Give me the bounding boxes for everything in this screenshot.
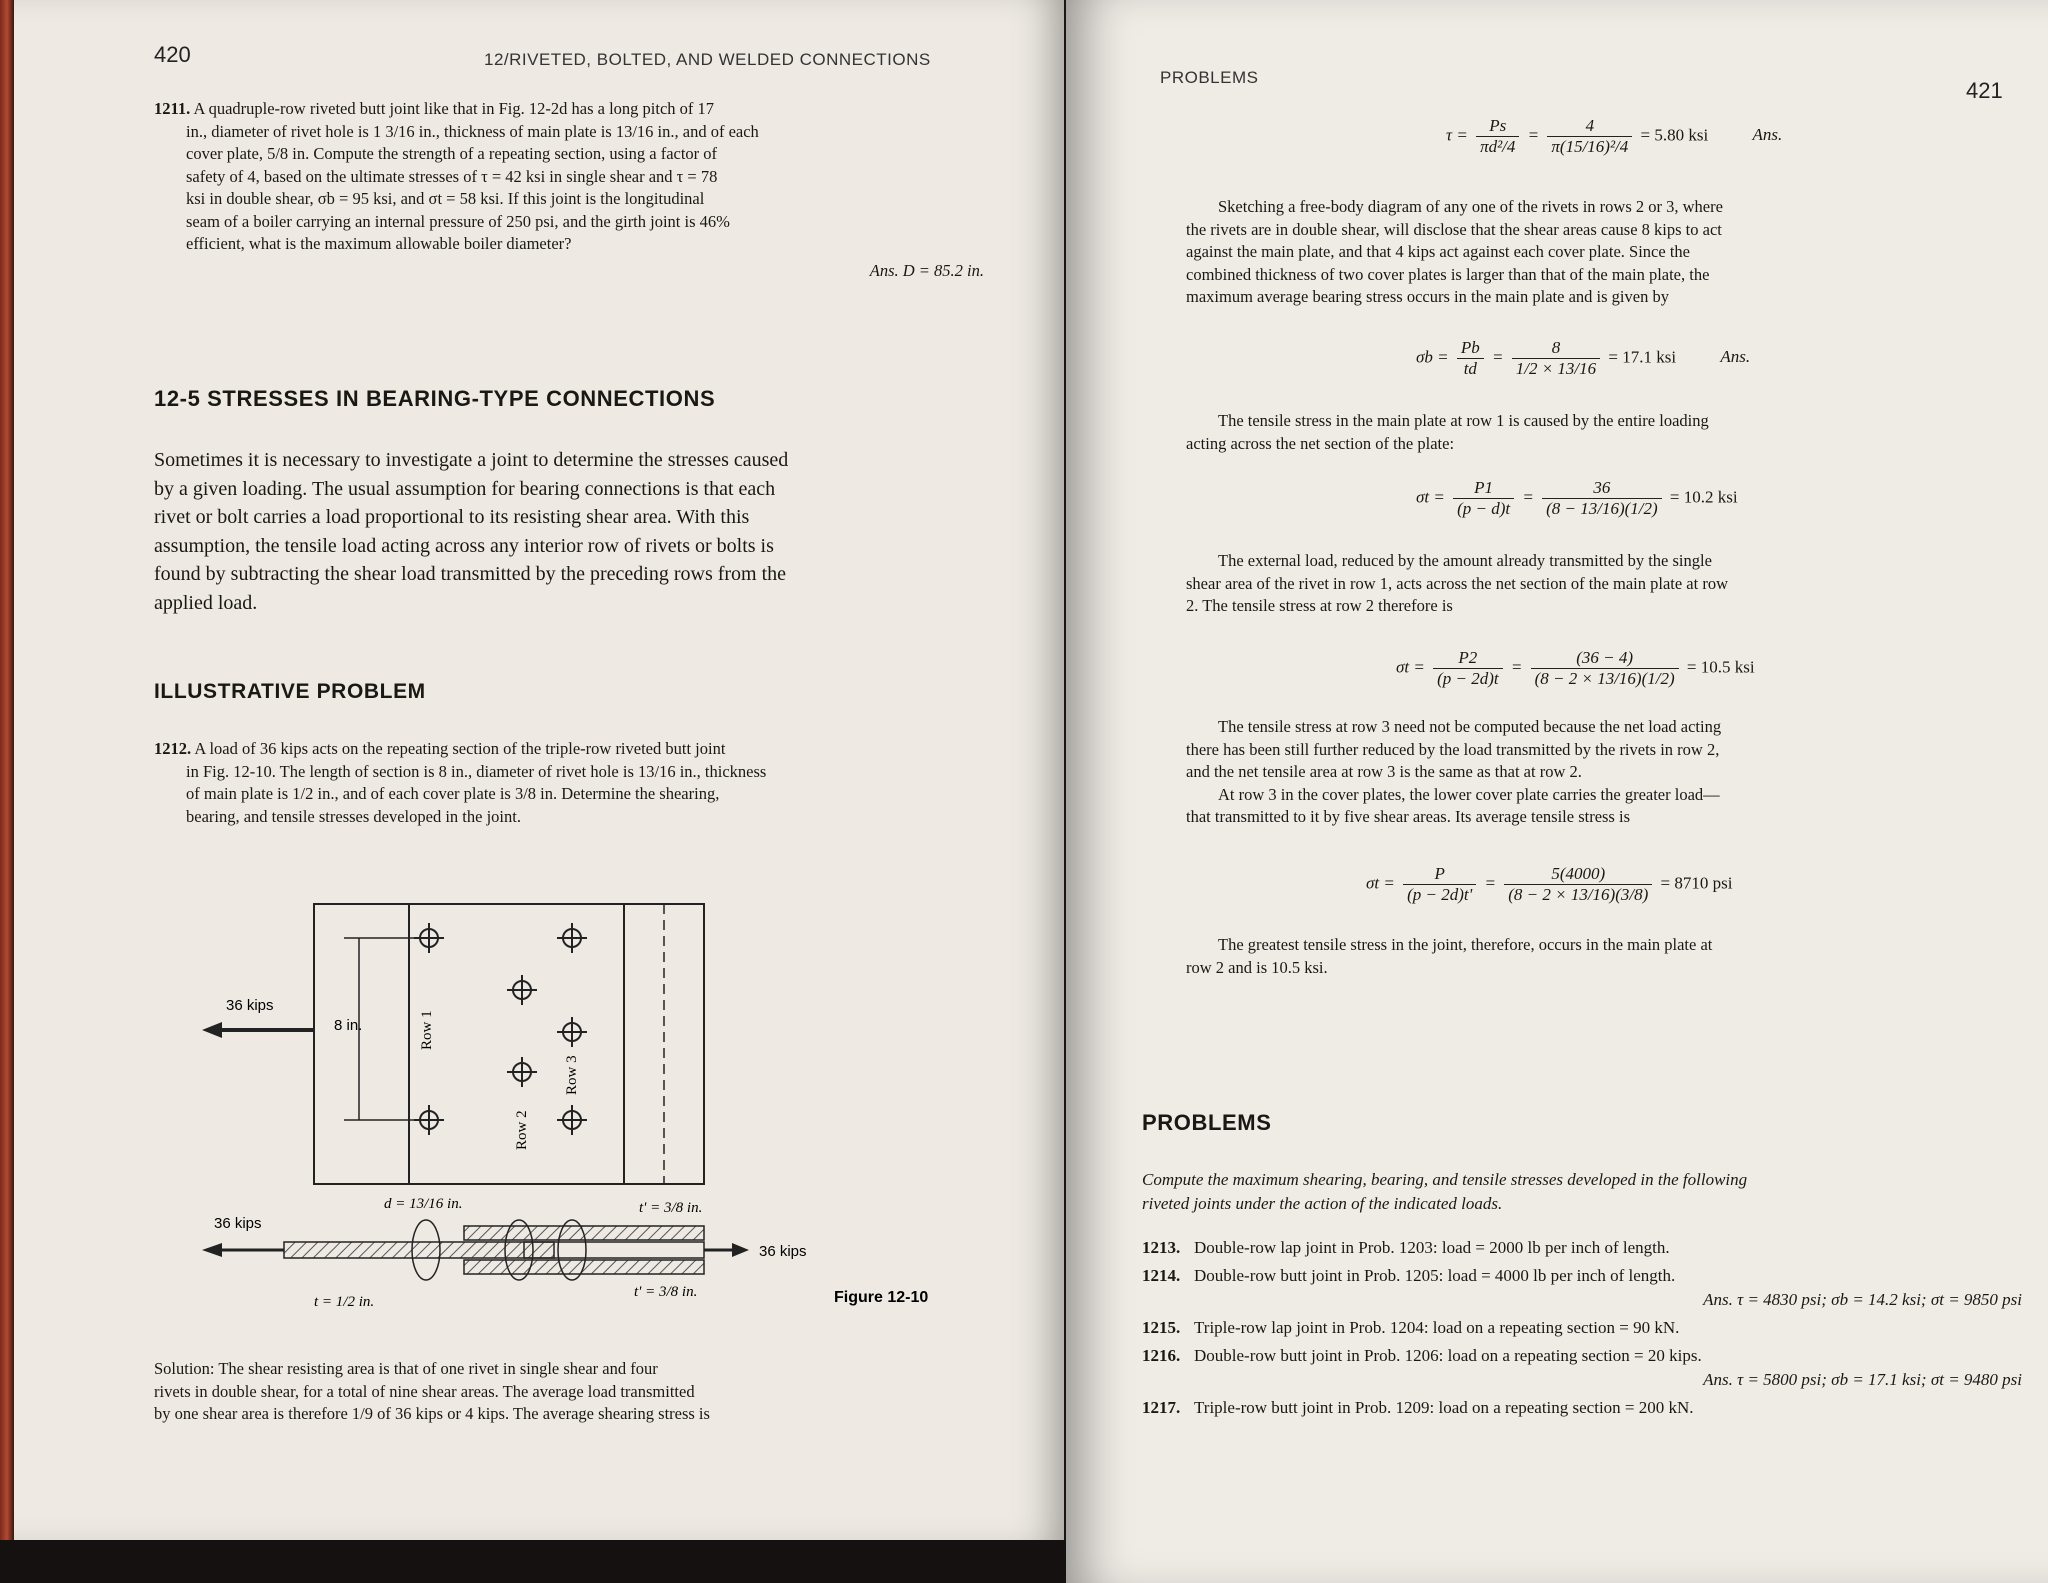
text-line: Sometimes it is necessary to investigate a joint to determine the stresses caused bbox=[154, 449, 789, 471]
eq-lhs: σt = bbox=[1366, 873, 1400, 893]
numerator: Pb bbox=[1457, 338, 1484, 359]
text-line: 2. The tensile stress at row 2 therefore is bbox=[1186, 596, 1453, 615]
fraction bbox=[1453, 478, 1514, 519]
book-spine bbox=[0, 0, 14, 1583]
text-line: by a given loading. The usual assumption for bearing connections is that each bbox=[154, 477, 776, 500]
rivet-symbol bbox=[507, 1057, 537, 1087]
problem-text: Triple-row butt joint in Prob. 1209: load on a repeating section = 200 kN. bbox=[1194, 1398, 1694, 1417]
text-line: A load of 36 kips acts on the repeating section of the triple-row riveted butt joint bbox=[194, 739, 726, 758]
fraction bbox=[1476, 116, 1519, 157]
page-number-right: 421 bbox=[1966, 78, 2003, 103]
text-line: efficient, what is the maximum allowable boiler diameter? bbox=[186, 234, 572, 253]
problem-item bbox=[1142, 1264, 2022, 1288]
rivet-symbol bbox=[557, 923, 587, 953]
text-line: and the net tensile area at row 3 is the same as that at row 2. bbox=[1186, 762, 1582, 781]
eq-result: = 10.2 ksi bbox=[1669, 487, 1738, 507]
fraction bbox=[1504, 864, 1652, 905]
text-line: The tensile stress at row 3 need not be computed because the net load acting bbox=[1218, 717, 1722, 736]
row-1-label: Row 1 bbox=[419, 1010, 435, 1050]
eq-lhs: σt = bbox=[1396, 657, 1430, 677]
text-line: by one shear area is therefore 1/9 of 36 kips or 4 kips. The average shearing stress is bbox=[154, 1404, 710, 1423]
problem-text: Double-row butt joint in Prob. 1206: load on a repeating section = 20 kips. bbox=[1194, 1346, 1702, 1365]
text-line: At row 3 in the cover plates, the lower cover plate carries the greater load— bbox=[1218, 784, 1720, 804]
fraction bbox=[1457, 338, 1484, 379]
denominator: (8 − 13/16)(1/2) bbox=[1546, 499, 1658, 518]
problems-intro bbox=[1142, 1168, 2022, 1216]
text-line: in., diameter of rivet hole is 1 3/16 in., thickness of main plate is 13/16 in., and of each bbox=[186, 121, 759, 141]
dim-t-cover-top: t' = 3/8 in. bbox=[639, 1200, 703, 1216]
text-line: applied load. bbox=[154, 591, 258, 614]
text-line: seam of a boiler carrying an internal pressure of 250 psi, and the girth joint is 46% bbox=[186, 211, 730, 231]
rivet-symbol bbox=[557, 1017, 587, 1047]
problems-list bbox=[1142, 1236, 2022, 1420]
rivet-symbol bbox=[414, 923, 444, 953]
equation-tensile-row2: σt = $\frac{P2}{(p - 2d)t}$ = $\frac{(36 - 4)}{(8 - 2 \times 13/16)(1/2)}$ = 10.5 ksi bbox=[1396, 648, 1755, 688]
problem-item bbox=[1142, 1344, 2022, 1368]
cover-plate-outline bbox=[409, 904, 704, 1184]
text-line: The tensile stress in the main plate at row 1 is caused by the entire loading bbox=[1218, 411, 1709, 430]
fraction bbox=[1542, 478, 1662, 519]
denominator: 1/2 × 13/16 bbox=[1515, 359, 1597, 378]
eq-lhs: τ = bbox=[1446, 125, 1473, 145]
problem-number: 1214. bbox=[1142, 1266, 1181, 1285]
numerator: (36 − 4) bbox=[1531, 648, 1679, 669]
numerator: P1 bbox=[1453, 478, 1514, 499]
problem-text: Triple-row lap joint in Prob. 1204: load on a repeating section = 90 kN. bbox=[1194, 1318, 1680, 1337]
text-line: against the main plate, and that 4 kips act against each cover plate. Since the bbox=[1186, 242, 1690, 261]
problem-item bbox=[1142, 1236, 2022, 1260]
eq-result: = 5.80 ksi bbox=[1640, 125, 1709, 145]
answer: Ans. D = 85.2 in. bbox=[869, 260, 984, 280]
equation-bearing: σb = $\frac{Pb}{td}$ = $\frac{8}{1/2 \times 13/16}$ = 17.1 ksi Ans. bbox=[1416, 338, 1751, 378]
text-line: cover plate, 5/8 in. Compute the strength of a repeating section, using a factor of bbox=[186, 144, 718, 163]
text-line: shear area of the rivet in row 1, acts across the net section of the main plate at row bbox=[1186, 573, 1729, 593]
page-number-left: 420 bbox=[154, 42, 191, 67]
load-label-right: 36 kips bbox=[759, 1243, 807, 1260]
rivet-symbol bbox=[507, 975, 537, 1005]
dim-length-label: 8 in. bbox=[334, 1017, 363, 1034]
main-plate-section bbox=[284, 1242, 554, 1258]
arrow-head bbox=[202, 1243, 222, 1257]
row-2-label: Row 2 bbox=[514, 1110, 530, 1150]
paragraph-3 bbox=[1186, 550, 2016, 618]
problem-answer: Ans. τ = 4830 psi; σb = 14.2 ksi; σt = 9850 psi bbox=[1703, 1290, 2022, 1309]
text-line: there has been still further reduced by the load transmitted by the rivets in row 2, bbox=[1186, 739, 1720, 759]
text-line: Solution: The shear resisting area is that of one rivet in single shear and four bbox=[154, 1359, 658, 1378]
load-label-top: 36 kips bbox=[226, 997, 274, 1014]
text-line: maximum average bearing stress occurs in the main plate and is given by bbox=[1186, 287, 1669, 306]
problem-number: 1217. bbox=[1142, 1398, 1181, 1417]
problem-1211 bbox=[154, 98, 984, 282]
rivet-symbol bbox=[557, 1105, 587, 1135]
problems-title: PROBLEMS bbox=[1142, 1110, 1272, 1135]
figure-12-10 bbox=[194, 890, 994, 1330]
rivet-symbol bbox=[414, 1105, 444, 1135]
paragraph-1 bbox=[1186, 196, 2016, 309]
denominator: π(15/16)²/4 bbox=[1551, 137, 1629, 156]
text-line: Sketching a free-body diagram of any one of the rivets in rows 2 or 3, where bbox=[1218, 197, 1723, 216]
illustrative-title: ILLUSTRATIVE PROBLEM bbox=[154, 680, 426, 703]
problem-number: 1211. bbox=[154, 99, 191, 118]
denominator: (8 − 2 × 13/16)(3/8) bbox=[1508, 885, 1649, 904]
fraction bbox=[1512, 338, 1600, 379]
page-shadow-bottom bbox=[0, 1540, 1066, 1583]
eq-ans: Ans. bbox=[1720, 347, 1751, 367]
row-3-label: Row 3 bbox=[564, 1055, 580, 1095]
denominator: (8 − 2 × 13/16)(1/2) bbox=[1534, 669, 1675, 688]
eq-result: = 17.1 ksi bbox=[1608, 347, 1677, 367]
text-line: row 2 and is 10.5 ksi. bbox=[1186, 957, 1328, 977]
problem-number: 1212. bbox=[154, 739, 192, 758]
equation-tensile-row1: σt = $\frac{P1}{(p - d)t}$ = $\frac{36}{(8 - 13/16)(1/2)}$ = 10.2 ksi bbox=[1416, 478, 1738, 518]
problem-item bbox=[1142, 1396, 2022, 1420]
text-line: found by subtracting the shear load transmitted by the preceding rows from the bbox=[154, 563, 787, 585]
numerator: Ps bbox=[1476, 116, 1519, 137]
eq-lhs: σb = bbox=[1416, 347, 1453, 367]
eq-lhs: σt = bbox=[1416, 487, 1450, 507]
figure-caption: Figure 12-10 bbox=[834, 1289, 929, 1306]
problem-text: Double-row lap joint in Prob. 1203: load = 2000 lb per inch of length. bbox=[1194, 1238, 1670, 1257]
problem-answer: Ans. τ = 5800 psi; σb = 17.1 ksi; σt = 9480 psi bbox=[1703, 1370, 2022, 1389]
fraction bbox=[1547, 116, 1632, 157]
arrow-head bbox=[732, 1243, 749, 1257]
eq-result: = 8710 psi bbox=[1660, 873, 1733, 893]
fraction bbox=[1433, 648, 1503, 689]
right-page bbox=[1066, 0, 2048, 1583]
left-page bbox=[14, 0, 1064, 1540]
text-line: assumption, the tensile load acting across any interior row of rivets or bolts is bbox=[154, 534, 774, 557]
text-line: A quadruple-row riveted butt joint like that in Fig. 12-2d has a long pitch of 17 bbox=[193, 99, 715, 118]
running-head-right: PROBLEMS bbox=[1160, 68, 1259, 87]
text-line: The external load, reduced by the amount already transmitted by the single bbox=[1218, 551, 1712, 570]
equation-shear: τ = $\frac{Ps}{\text{πd²/4}}$ = $\frac{4}{\text{π(15/16)²/4}}$ = 5.80 ksi Ans. bbox=[1446, 116, 1783, 156]
equation-tensile-row3: σt = $\frac{P}{(p - 2d)t'}$ = $\frac{5(4000)}{(8 - 2 \times 13/16)(3/8)}$ = 8710 psi bbox=[1366, 864, 1733, 904]
problem-number: 1215. bbox=[1142, 1318, 1181, 1337]
load-label-bottom-left: 36 kips bbox=[214, 1215, 262, 1232]
dim-t-cover-bottom: t' = 3/8 in. bbox=[634, 1284, 698, 1300]
solution-paragraph bbox=[154, 1358, 984, 1426]
text-line: of main plate is 1/2 in., and of each cover plate is 3/8 in. Determine the shearing, bbox=[186, 784, 720, 803]
numerator: 5(4000) bbox=[1504, 864, 1652, 885]
fraction bbox=[1531, 648, 1679, 689]
problem-number: 1213. bbox=[1142, 1238, 1181, 1257]
denominator: (p − 2d)t' bbox=[1407, 885, 1473, 904]
dim-d-label: d = 13/16 in. bbox=[384, 1196, 463, 1212]
numerator: P bbox=[1403, 864, 1476, 885]
text-line: the rivets are in double shear, will disclose that the shear areas cause 8 kips to act bbox=[1186, 219, 1722, 239]
text-line: that transmitted to it by five shear areas. Its average tensile stress is bbox=[1186, 807, 1630, 826]
denominator: πd²/4 bbox=[1480, 137, 1516, 156]
eq-result: = 10.5 ksi bbox=[1686, 657, 1755, 677]
problem-text: Double-row butt joint in Prob. 1205: load = 4000 lb per inch of length. bbox=[1194, 1266, 1676, 1285]
text-line: rivet or bolt carries a load proportional to its resisting shear area. With this bbox=[154, 506, 750, 528]
text-line: bearing, and tensile stresses developed in the joint. bbox=[186, 806, 521, 826]
text-line: acting across the net section of the plate: bbox=[1186, 433, 1455, 453]
problem-1212 bbox=[154, 738, 984, 828]
paragraph-6 bbox=[1186, 934, 2016, 979]
fraction bbox=[1403, 864, 1476, 905]
numerator: 8 bbox=[1512, 338, 1600, 359]
section-paragraph bbox=[154, 446, 994, 617]
text-line: The greatest tensile stress in the joint, therefore, occurs in the main plate at bbox=[1218, 935, 1713, 954]
dim-t-main: t = 1/2 in. bbox=[314, 1294, 375, 1310]
problem-number: 1216. bbox=[1142, 1346, 1181, 1365]
text-line: Compute the maximum shearing, bearing, and tensile stresses developed in the following bbox=[1142, 1170, 1748, 1189]
text-line: combined thickness of two cover plates is larger than that of the main plate, the bbox=[1186, 264, 1710, 284]
problem-item bbox=[1142, 1316, 2022, 1340]
text-line: rivets in double shear, for a total of nine shear areas. The average load transmitted bbox=[154, 1381, 695, 1401]
arrow-head bbox=[202, 1022, 222, 1038]
denominator: td bbox=[1463, 359, 1477, 378]
eq-ans: Ans. bbox=[1752, 125, 1783, 145]
text-line: ksi in double shear, σb = 95 ksi, and σt = 58 ksi. If this joint is the longitudinal bbox=[186, 189, 705, 208]
side-view bbox=[284, 1220, 704, 1280]
denominator: (p − 2d)t bbox=[1437, 669, 1499, 688]
paragraph-4 bbox=[1186, 716, 2016, 829]
paragraph-2 bbox=[1186, 410, 2016, 455]
text-line: in Fig. 12-10. The length of section is 8 in., diameter of rivet hole is 13/16 in., thickness bbox=[186, 761, 767, 781]
section-title: 12-5 STRESSES IN BEARING-TYPE CONNECTIONS bbox=[154, 386, 716, 411]
text-line: riveted joints under the action of the indicated loads. bbox=[1142, 1194, 1503, 1213]
numerator: 36 bbox=[1542, 478, 1662, 499]
numerator: 4 bbox=[1547, 116, 1632, 137]
text-line: safety of 4, based on the ultimate stresses of τ = 42 ksi in single shear and τ = 78 bbox=[186, 166, 718, 186]
denominator: (p − d)t bbox=[1457, 499, 1511, 518]
running-head-left: 12/RIVETED, BOLTED, AND WELDED CONNECTIONS bbox=[484, 50, 931, 69]
numerator: P2 bbox=[1433, 648, 1503, 669]
